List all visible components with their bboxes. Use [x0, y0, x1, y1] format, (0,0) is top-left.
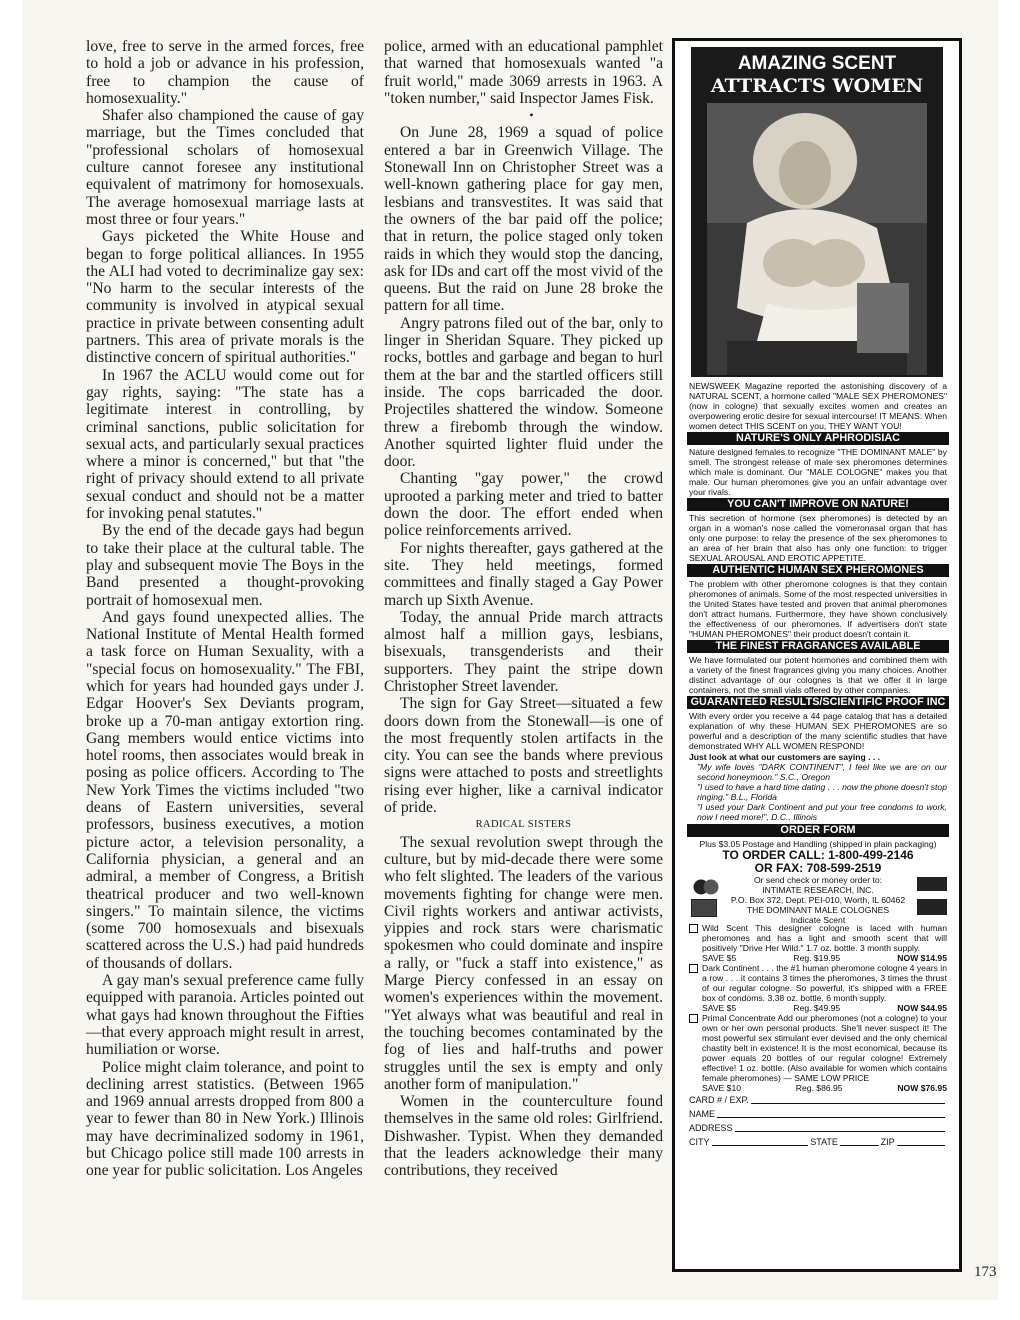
article-column-2 [384, 38, 663, 1180]
form-card-row [689, 1093, 947, 1107]
order-fax[interactable]: OR FAX: 708-599-2519 [754, 861, 882, 875]
order-contact-block [689, 875, 947, 923]
ad-headline-line2: ATTRACTS WOMEN [710, 75, 924, 97]
article-paragraph: For nights thereafter, gays gathered at the site. They held meetings, formed committees and finally staged a Gay Power march up Sixth Avenue. [384, 539, 663, 609]
price-now: NOW $44.95 [897, 1003, 947, 1013]
mastercard-icon [691, 879, 721, 895]
price-now: NOW $76.95 [897, 1083, 947, 1093]
product-price-line [702, 1003, 947, 1013]
article-paragraph: On June 28, 1969 a squad of police entered a bar in Greenwich Village. The Stonewall Inn on Christopher Street was a well-known gathering place for gay men, lesbians and transvestites. It was said that the owners of the bar paid off the police; that in return, the police staged only token raids in which they would stop the dancing, ask for IDs and cart off the most vivid of the queens. But the raid on June 28 broke the pattern for all time. [384, 124, 663, 315]
ad-section-text: With every order you receive a 44 page catalog that has a detailed explanation of why these HUMAN SEX PHEROMONES are so powerful and a description of the many scientific studies that have demonstrated WHY ALL WOMEN RESPOND! [689, 711, 947, 751]
ad-section-heading: AUTHENTIC HUMAN SEX PHEROMONES [687, 564, 949, 577]
ad-section-text: Nature designed females to recognize "THE DOMINANT MALE" by smell. The strongest release of male sex pheromones determines which male is dominant. Our "MALE COLOGNE" makes you that male. Our human pheromones give you an unfair advantage over your rivals. [689, 447, 947, 497]
ad-section-heading: THE FINEST FRAGRANCES AVAILABLE [687, 640, 949, 653]
product-item [689, 963, 947, 1013]
product-checkbox[interactable] [689, 924, 698, 933]
product-description: Primal Concentrate Add our pheromones (not a cologne) to your own or her own personal products. She'll never suspect it! The most powerful sex stimulant ever devised and the only chemical chastity belt in existence! It is the most economical, because its power equals 20 bottles of our regular cologne! Extremely effective! 1 oz. bottle. (Also available for women which contains female pheromones) — SAME LOW PRICE [702, 1013, 947, 1083]
article-paragraph: Shafer also championed the cause of gay marriage, but the Times concluded that "professional scholars of homosexual culture cannot foresee any institutional equivalent of matrimony for homosexuals. The average homosexual marriage lasts at most three or four years." [86, 107, 364, 228]
discover-icon [917, 899, 947, 915]
order-mail-info [689, 875, 947, 925]
price-reg: Reg. $49.95 [793, 1003, 841, 1013]
article-paragraph: A gay man's sexual preference came fully equipped with paranoia. Articles pointed out what gays had known throughout the Fifties—that every approach might result in arrest, humiliation or worse. [86, 972, 364, 1059]
product-list [689, 923, 947, 1093]
article-column-1 [86, 38, 364, 1180]
ad-section-heading: NATURE'S ONLY APHRODISIAC [687, 432, 949, 445]
ad-headline [691, 53, 943, 97]
zip-field[interactable] [897, 1135, 945, 1146]
address-label: ADDRESS [689, 1123, 733, 1133]
article-paragraph: Women in the counterculture found themselves in the same old roles: Girlfriend. Dishwasher. Typist. When they demanded that the leaders acknowledge their many contributions, they received [384, 1093, 663, 1180]
form-address-row [689, 1121, 947, 1135]
price-reg: Reg. $19.95 [793, 953, 841, 963]
ad-section-text: This secretion of hormone (sex pheromones) is detected by an organ in a woman's nose called the vomeronasal organ that has only one purpose: to relay the presence of the sex pheromones to an area of her brain that also has only one function: to trigger SEXUAL AROUSAL AND EROTIC APPETITE. [689, 513, 947, 563]
order-indicate-scent: Indicate Scent [790, 915, 846, 925]
form-name-row [689, 1107, 947, 1121]
amex-icon [691, 899, 717, 917]
magazine-page [22, 0, 998, 1300]
product-price-line [702, 953, 947, 963]
order-company: INTIMATE RESEARCH, INC. [762, 885, 874, 895]
article-paragraph: In 1967 the ACLU would come out for gay rights, saying: "The state has a legitimate interest in controlling, by criminal sanctions, public solicitation for sexual acts, and particularly sexual practices where a minor is concerned," but that "the right of privacy should extend to all private sexual conduct and should not be a matter for invoking penal statutes." [86, 366, 364, 523]
page-number: 173 [974, 1264, 997, 1280]
model-photo [707, 103, 927, 375]
name-field[interactable] [717, 1107, 945, 1118]
price-now: NOW $14.95 [897, 953, 947, 963]
name-label: NAME [689, 1109, 716, 1119]
article-paragraph: By the end of the decade gays had begun to take their place at the cultural table. The play and subsequent movie The Boys in the Band presented a thought-provoking portrait of homosexual men. [86, 522, 364, 609]
price-save: SAVE $10 [702, 1083, 742, 1093]
zip-label: ZIP [880, 1137, 895, 1147]
ad-section-heading: GUARANTEED RESULTS/SCIENTIFIC PROOF INC [687, 696, 949, 709]
visa-icon [917, 877, 947, 891]
order-address: P.O. Box 372, Dept. PEI-010, Worth, IL 60462 [730, 895, 906, 905]
order-phone[interactable]: TO ORDER CALL: 1-800-499-2146 [722, 848, 914, 862]
product-details [702, 963, 947, 1013]
product-item [689, 1013, 947, 1093]
product-item [689, 923, 947, 963]
article-paragraph: And gays found unexpected allies. The National Institute of Mental Health formed a task force on Human Sexuality, with a "special focus on homosexuality." The FBI, which for years had hounded gays under J. Edgar Hoover's Sex Deviants program, broke up a 70-man antigay extortion ring. Gang members would entice victims into hotel rooms, then associates would break in posing as police officers. According to The New York Times the victims included "two deans of Eastern universities, several professors, business executives, a motion picture actor, a television personality, a California physician, a general and an admiral, a member of Congress, a British theatrical producer and two well-known singers." To maintain silence, the victims (some 700 homosexuals and bisexuals scattered across the U.S.) had paid hundreds of thousands of dollars. [86, 608, 364, 972]
article-paragraph: Today, the annual Pride march attracts almost half a million gays, lesbians, bisexuals, transgenderists and their supporters. They paint the stripe down Christopher Street lavender. [384, 608, 663, 695]
order-postage: Plus $3.05 Postage and Handling (shipped in plain packaging) [699, 839, 937, 849]
card-field[interactable] [751, 1093, 945, 1104]
ad-section-text: We have formulated our potent hormones and combined them with a variety of the finest fragrances giving you many choices. Another distinct advantage of our colognes is that we offer it in large containers, not the small vials offered by other companies. [689, 655, 947, 695]
ad-header-panel [691, 47, 943, 377]
product-details [702, 1013, 947, 1093]
address-field[interactable] [735, 1121, 945, 1132]
state-field[interactable] [840, 1135, 879, 1146]
price-reg: Reg. $86.95 [795, 1083, 843, 1093]
price-save: SAVE $5 [702, 1003, 737, 1013]
ad-headline-line1: AMAZING SCENT [737, 53, 897, 74]
product-description: Dark Continent . . . the #1 human pheromone cologne 4 years in a row . . . it contains 3 times the pheromones, 3 times the thrust of our regular cologne. So powerful, it's shipped with a FREE box of condoms. 3.38 oz. bottle. 6 month supply. [702, 963, 947, 1003]
ad-testimonial: "My wife loves "DARK CONTINENT", I feel like we are on our second honeymoon." S.C., Oregon [697, 762, 947, 782]
product-details [702, 923, 947, 963]
ad-section-heading: YOU CAN'T IMPROVE ON NATURE! [687, 498, 949, 511]
city-label: CITY [689, 1137, 710, 1147]
section-bullet: • [529, 108, 534, 123]
article-paragraph: Police might claim tolerance, and point to declining arrest statistics. (Between 1965 and 1969 annual arrests dropped from 800 a year to fewer than 80 in New York.) Illinois may have decriminalized sodomy in 1961, but Chicago police still made 100 arrests in one year for public solicitation. Los Angeles [86, 1058, 364, 1180]
order-colognes-title: THE DOMINANT MALE COLOGNES [746, 905, 890, 915]
article-paragraph: love, free to serve in the armed forces, free to hold a job or advance in his profession, free to champion the cause of homosexuality." [86, 38, 364, 107]
ad-testimonial: "I used your Dark Continent and put your free condoms to work, now I need more!", D.C., Illinois [697, 802, 947, 822]
ad-section-text: The problem with other pheromone colognes is that they contain pheromones of animals. Some of the most respected universities in the United States have tested and proven that animal pheromones don't attract humans. Furthermore, they have shown conclusively the effectiveness of our pheromones. If advertisers don't state "HUMAN PHEROMONES" their product doesn't contain it. [689, 579, 947, 639]
product-price-line [702, 1083, 947, 1093]
ad-intro: NEWSWEEK Magazine reported the astonishing discovery of a NATURAL SCENT, a hormone called "MALE SEX PHEROMONES" (now in cologne) that sexually excites women and creates an overpowering erotic desire for sexual intercourse! IT MEANS: When women detect THIS SCENT on you, THEY WANT YOU! [689, 381, 947, 431]
article-paragraph: Angry patrons filed out of the bar, only to linger in Sheridan Square. They picked up rocks, bottles and garbage and began to hurl them at the bar and the startled officers still inside. The cops barricaded the door. Projectiles shattered the window. Someone threw a firebomb through the window. Another squirted lighter fluid under the door. [384, 314, 663, 471]
article-paragraph: The sign for Gay Street—situated a few doors down from the Stonewall—is one of the most frequently stolen artifacts in the city. You can see the bands where previous signs were attached to posts and streetlights rising ever higher, like a carnival indicator of pride. [384, 695, 663, 817]
product-checkbox[interactable] [689, 1014, 698, 1023]
section-subhead-radical-sisters: RADICAL SISTERS [475, 819, 572, 831]
article-paragraph: Gays picketed the White House and began to forge political alliances. In 1955 the ALI had voted to decriminalize gay sex: "No harm to the secular interests of the community is involved in atypical sexual practice in private between consenting adult partners. This area of private morals is the distinctive concern of spiritual authorities." [86, 228, 364, 367]
product-checkbox[interactable] [689, 964, 698, 973]
card-label: CARD # / EXP. [689, 1095, 749, 1105]
cologne-advertisement [672, 38, 962, 1272]
state-label: STATE [810, 1137, 838, 1147]
ad-body [689, 381, 947, 1149]
order-form-heading: ORDER FORM [687, 824, 949, 837]
article-paragraph: The sexual revolution swept through the culture, but by mid-decade there were some who felt slighted. The leaders of the various movements fighting for change were men. Civil rights workers and antiwar activists, yippies and rock stars were charismatic spokesmen who could dominate and inspire a rally, or "fuck a staff into existence," as Marge Piercy confessed in an essay on women's experiences within the movement. "Yet always what was beautiful and real in the touching becomes contaminated by the fog of lies and half-truths and power struggles until the sex is empty and only another form of manipulation." [384, 833, 663, 1093]
order-mail-line: Or send check or money order to: [753, 875, 882, 885]
article-paragraph: Chanting "gay power," the crowd uprooted a parking meter and tried to batter down the door. The effort ended when police reinforcements arrived. [384, 470, 663, 540]
city-field[interactable] [712, 1135, 809, 1146]
ad-testimonial: "I used to have a hard time dating . . . now the phone doesn't stop ringing." B.L., Florida [697, 782, 947, 802]
form-city-row [689, 1135, 947, 1149]
price-save: SAVE $5 [702, 953, 737, 963]
product-description: Wild Scent This designer cologne is laced with human pheromones and has a light and smooth scent that will positively "Drive Her Wild." 1.7 oz. bottle. 3 month supply. [702, 923, 947, 953]
article-paragraph: police, armed with an educational pamphlet that warned that homosexuals wanted "a fruit world," made 3069 arrests in 1963. A "token number," said Inspector James Fisk. [384, 38, 663, 107]
ad-customers-line: Just look at what our customers are saying . . . [689, 752, 881, 762]
